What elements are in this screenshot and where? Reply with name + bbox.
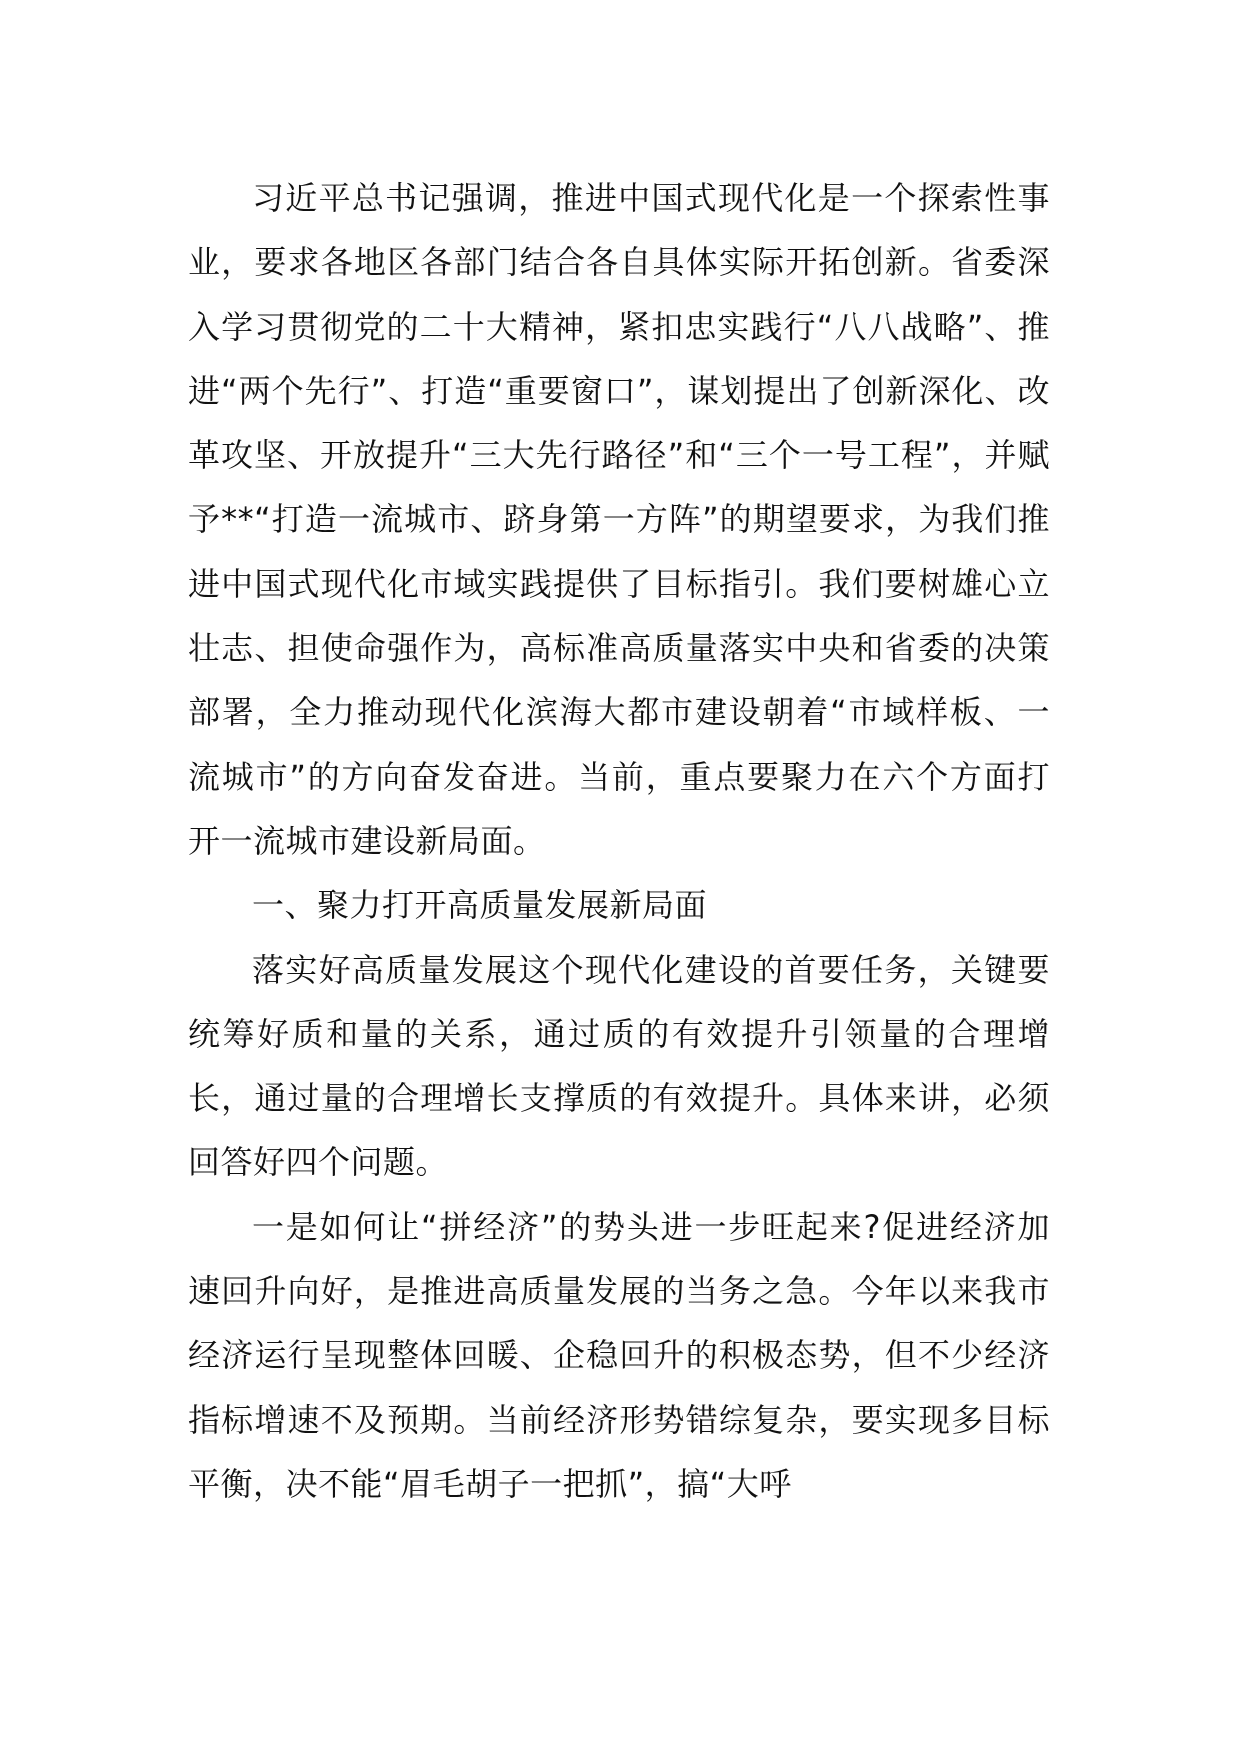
document-body <box>188 166 1050 1516</box>
section-paragraph-1: 落实好高质量发展这个现代化建设的首要任务，关键要统筹好质和量的关系，通过质的有效提升引领量的合理增长，通过量的合理增长支撑质的有效提升。具体来讲，必须回答好四个问题。 <box>188 950 1050 1182</box>
intro-paragraph: 习近平总书记强调，推进中国式现代化是一个探索性事业，要求各地区各部门结合各自具体实际开拓创新。省委深入学习贯彻党的二十大精神，紧扣忠实践行“八八战略”、推进“两个先行”、打造“重要窗口”，谋划提出了创新深化、改革攻坚、开放提升“三大先行路径”和“三个一号工程”，并赋予**“打造一流城市、跻身第一方阵”的期望要求，为我们推进中国式现代化市域实践提供了目标指引。我们要树雄心立壮志、担使命强作为，高标准高质量落实中央和省委的决策部署，全力推动现代化滨海大都市建设朝着“市域样板、一流城市”的方向奋发奋进。当前，重点要聚力在六个方面打开一流城市建设新局面。 <box>188 179 1050 860</box>
section-heading: 一、聚力打开高质量发展新局面 <box>252 886 708 925</box>
section-paragraph-2: 一是如何让“拼经济”的势头进一步旺起来?促进经济加速回升向好，是推进高质量发展的当务之急。今年以来我市经济运行呈现整体回暖、企稳回升的积极态势，但不少经济指标增速不及预期。当前经济形势错综复杂，要实现多目标平衡，决不能“眉毛胡子一把抓”，搞“大呼 <box>188 1207 1050 1503</box>
